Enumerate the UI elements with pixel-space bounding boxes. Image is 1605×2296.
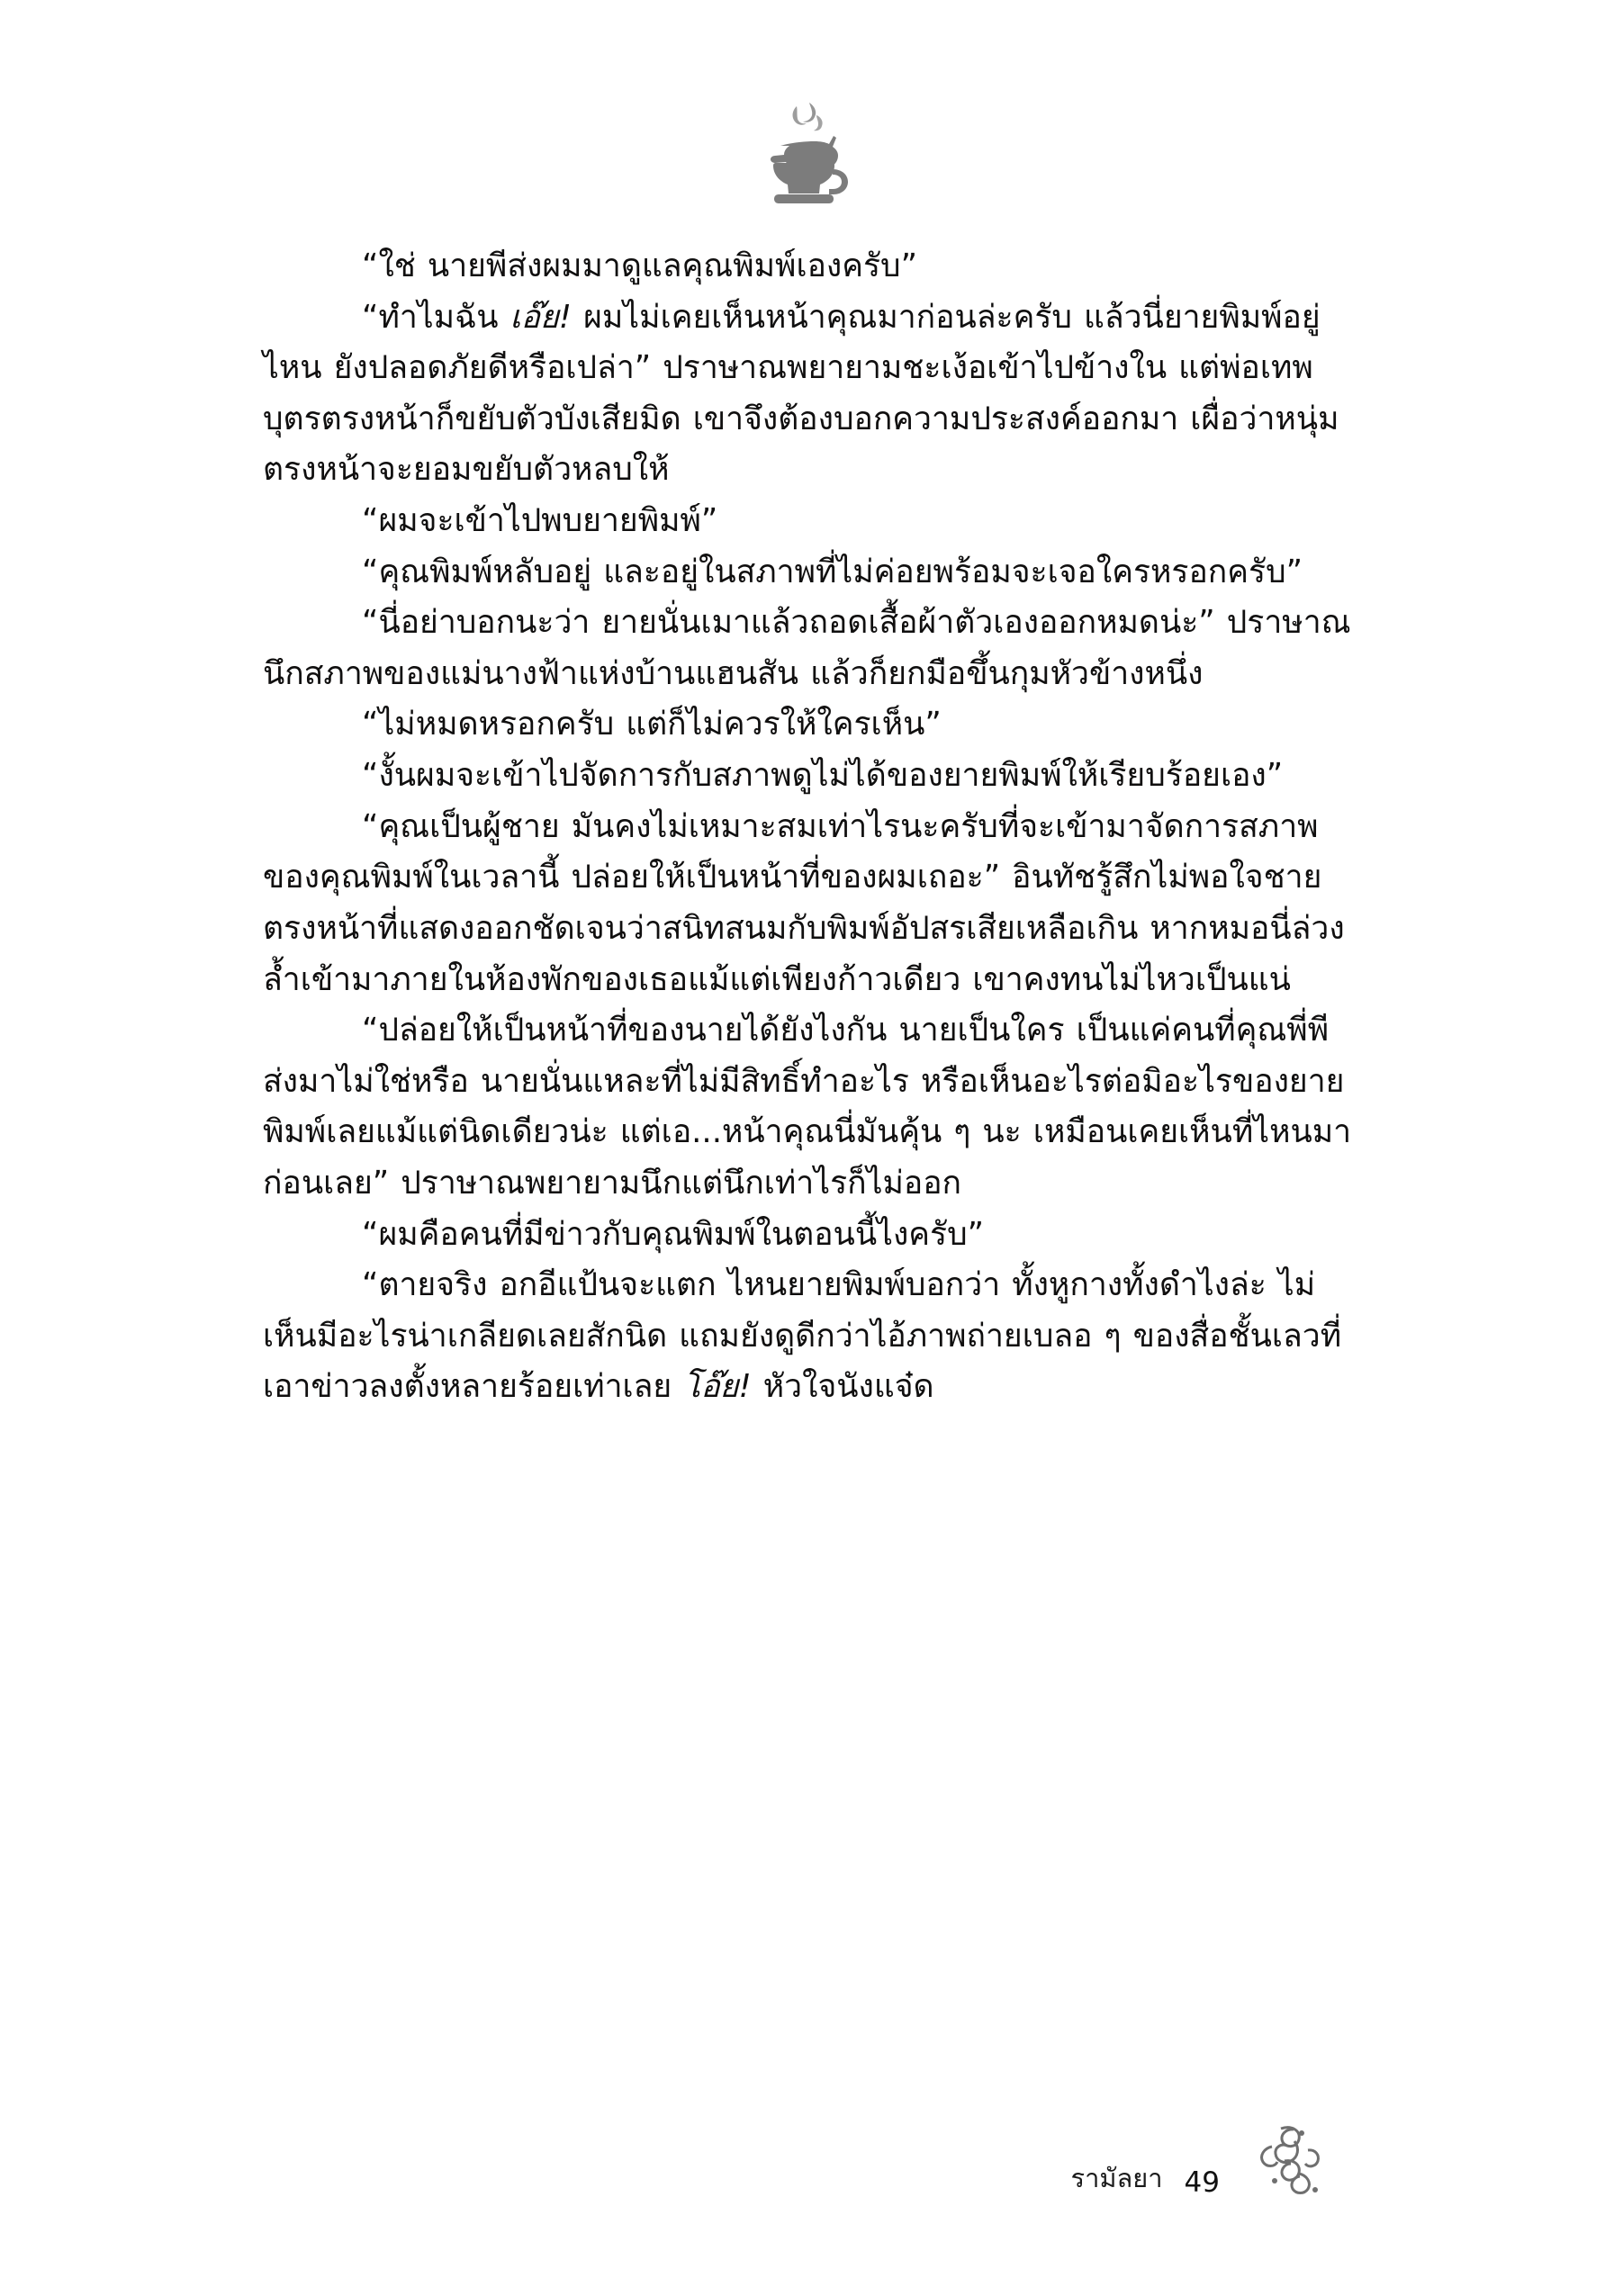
paragraph <box>263 547 1354 599</box>
floral-scroll-ornament-icon <box>1245 2120 1344 2213</box>
paragraph <box>263 241 1354 293</box>
paragraph <box>263 1260 1354 1413</box>
page-body <box>263 241 1354 1413</box>
body-text: “ปล่อยให้เป็นหน้าที่ของนายได้ยังไงกัน นายเป็นใคร เป็นแค่คนที่คุณพี่พีส่งมาไม่ใช่หรือ นายนั่นแหละที่ไม่มีสิทธิ์ทำอะไร หรือเห็นอะไรต่อมิอะไรของยายพิมพ์เลยแม้แต่นิดเดียวน่ะ แต่เอ...หน้าคุณนี่มันคุ้น ๆ นะ เหมือนเคยเห็นที่ไหนมาก่อนเลย” ปราษาณพยายามนึกแต่นึกเท่าไรก็ไม่ออก <box>263 1012 1352 1202</box>
emphasis-text: โอ๊ย! <box>683 1368 752 1406</box>
emphasis-text: เอ๊ย! <box>509 298 573 336</box>
paragraph <box>263 598 1354 699</box>
paragraph <box>263 802 1354 1005</box>
body-text: “คุณพิมพ์หลับอยู่ และอยู่ในสภาพที่ไม่ค่อยพร้อมจะเจอใครหรอกครับ” <box>362 553 1303 590</box>
body-text: หัวใจนังแจ๋ด <box>751 1368 934 1406</box>
oil-lamp-ornament-icon <box>726 97 879 214</box>
body-text: “ไม่หมดหรอกครับ แต่ก็ไม่ควรให้ใครเห็น” <box>362 706 942 743</box>
body-text: “ผมจะเข้าไปพบยายพิมพ์” <box>362 502 718 540</box>
paragraph <box>263 1005 1354 1209</box>
body-text: “ผมคือคนที่มีข่าวกับคุณพิมพ์ในตอนนี้ไงครับ” <box>362 1215 985 1253</box>
body-text: “คุณเป็นผู้ชาย มันคงไม่เหมาะสมเท่าไรนะครับที่จะเข้ามาจัดการสภาพของคุณพิมพ์ในเวลานี้ ปล่อยให้เป็นหน้าที่ของผมเถอะ” อินทัชรู้สึกไม่พอใจชายตรงหน้าที่แสดงออกชัดเจนว่าสนิทสนมกับพิมพ์อัปสรเสียเหลือเกิน หากหมอนี่ล่วงล้ำเข้ามาภายในห้องพักของเธอแม้แต่เพียงก้าวเดียว เขาคงทนไม่ไหวเป็นแน่ <box>263 807 1345 998</box>
paragraph <box>263 1210 1354 1261</box>
body-text: “ตายจริง อกอีแป้นจะแตก ไหนยายพิมพ์บอกว่า ทั้งหูกางทั้งดำไงล่ะ ไม่เห็นมีอะไรน่าเกลียดเลยสักนิด แถมยังดูดีกว่าไอ้ภาพถ่ายเบลอ ๆ ของสื่อชั้นเลวที่เอาข่าวลงตั้งหลายร้อยเท่าเลย <box>263 1266 1342 1406</box>
paragraph <box>263 699 1354 751</box>
body-text: “ทำไมฉัน <box>362 298 510 336</box>
footer-page-number: 49 <box>1184 2166 1220 2199</box>
page-footer <box>0 2091 1605 2199</box>
paragraph <box>263 496 1354 547</box>
body-text: “งั้นผมจะเข้าไปจัดการกับสภาพดูไม่ได้ของยายพิมพ์ให้เรียบร้อยเอง” <box>362 757 1284 795</box>
body-text: “ใช่ นายพีส่งผมมาดูแลคุณพิมพ์เองครับ” <box>362 248 917 284</box>
footer-book-title: รามัลยา <box>1070 2163 1163 2193</box>
body-text: “นี่อย่าบอกนะว่า ยายนั่นเมาแล้วถอดเสื้อผ้าตัวเองออกหมดน่ะ” ปราษาณนึกสภาพของแม่นางฟ้าแห่งบ้านแฮนสัน แล้วก็ยกมือขึ้นกุมหัวข้างหนึ่ง <box>263 604 1351 692</box>
paragraph <box>263 293 1354 496</box>
paragraph <box>263 751 1354 802</box>
header-ornament <box>0 97 1605 214</box>
body-text: ผมไม่เคยเห็นหน้าคุณมาก่อนล่ะครับ แล้วนี่ยายพิมพ์อยู่ไหน ยังปลอดภัยดีหรือเปล่า” ปราษาณพยายามชะเง้อเข้าไปข้างใน แต่พ่อเทพบุตรตรงหน้าก็ขยับตัวบังเสียมิด เขาจึงต้องบอกความประสงค์ออกมา เผื่อว่าหนุ่มตรงหน้าจะยอมขยับตัวหลบให้ <box>263 298 1339 489</box>
